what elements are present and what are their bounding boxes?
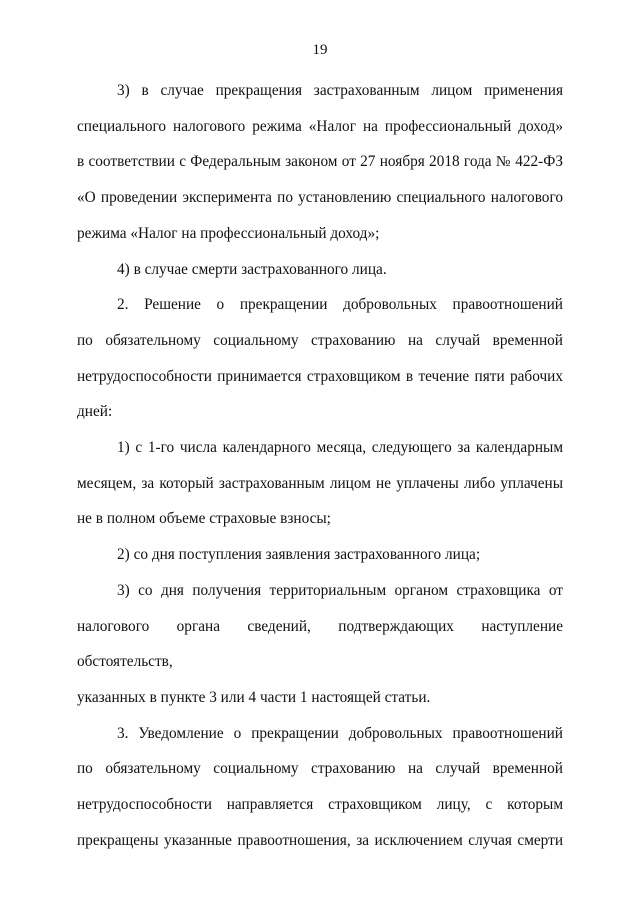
- text-line: по обязательному социальному страхованию на случай временной: [77, 331, 563, 349]
- text-line: дней:: [77, 403, 113, 421]
- text-line: нетрудоспособности направляется страховщиком лицу, с которым: [77, 796, 563, 814]
- text-line: месяцем, за который застрахованным лицом не уплачены либо уплачены: [77, 474, 563, 492]
- text-line: 2) со дня поступления заявления застрахованного лица;: [117, 546, 481, 564]
- paragraph-subitem-1-unpaid-contributions: [77, 430, 563, 537]
- text-line: специального налогового режима «Налог на профессиональный доход»: [77, 117, 563, 135]
- text-line: не в полном объеме страховые взносы;: [77, 510, 331, 528]
- text-line: 3. Уведомление о прекращении добровольных правоотношений: [117, 724, 563, 742]
- text-line: по обязательному социальному страхованию на случай временной: [77, 760, 563, 778]
- paragraph-item-3-self-employed-tax: [77, 73, 563, 252]
- text-line: 4) в случае смерти застрахованного лица.: [117, 260, 387, 278]
- text-line: в соответствии с Федеральным законом от 27 ноября 2018 года № 422-ФЗ: [77, 153, 563, 171]
- paragraph-subitem-3-tax-authority: [77, 573, 563, 716]
- text-line: нетрудоспособности принимается страховщиком в течение пяти рабочих: [77, 367, 563, 385]
- text-line: указанных в пункте 3 или 4 части 1 настоящей статьи.: [77, 688, 431, 706]
- text-line: налогового органа сведений, подтверждающих наступление обстоятельств,: [77, 617, 563, 671]
- text-line: «О проведении эксперимента по установлению специального налогового: [77, 189, 563, 207]
- text-line: режима «Налог на профессиональный доход»;: [77, 224, 380, 242]
- text-line: прекращены указанные правоотношения, за исключением случая смерти: [77, 831, 563, 849]
- text-line: 2. Решение о прекращении добровольных правоотношений: [117, 296, 563, 314]
- paragraph-subitem-2-application: [77, 537, 563, 573]
- paragraph-section-3-notification: [77, 716, 563, 859]
- paragraph-section-2-decision: [77, 287, 563, 430]
- paragraph-item-4-death: [77, 252, 563, 288]
- page-number: 19: [312, 42, 328, 58]
- text-line: 1) с 1-го числа календарного месяца, следующего за календарным: [117, 439, 563, 457]
- text-line: 3) со дня получения территориальным органом страховщика от: [117, 581, 563, 599]
- document-body: [77, 73, 563, 858]
- text-line: 3) в случае прекращения застрахованным лицом применения: [117, 82, 563, 99]
